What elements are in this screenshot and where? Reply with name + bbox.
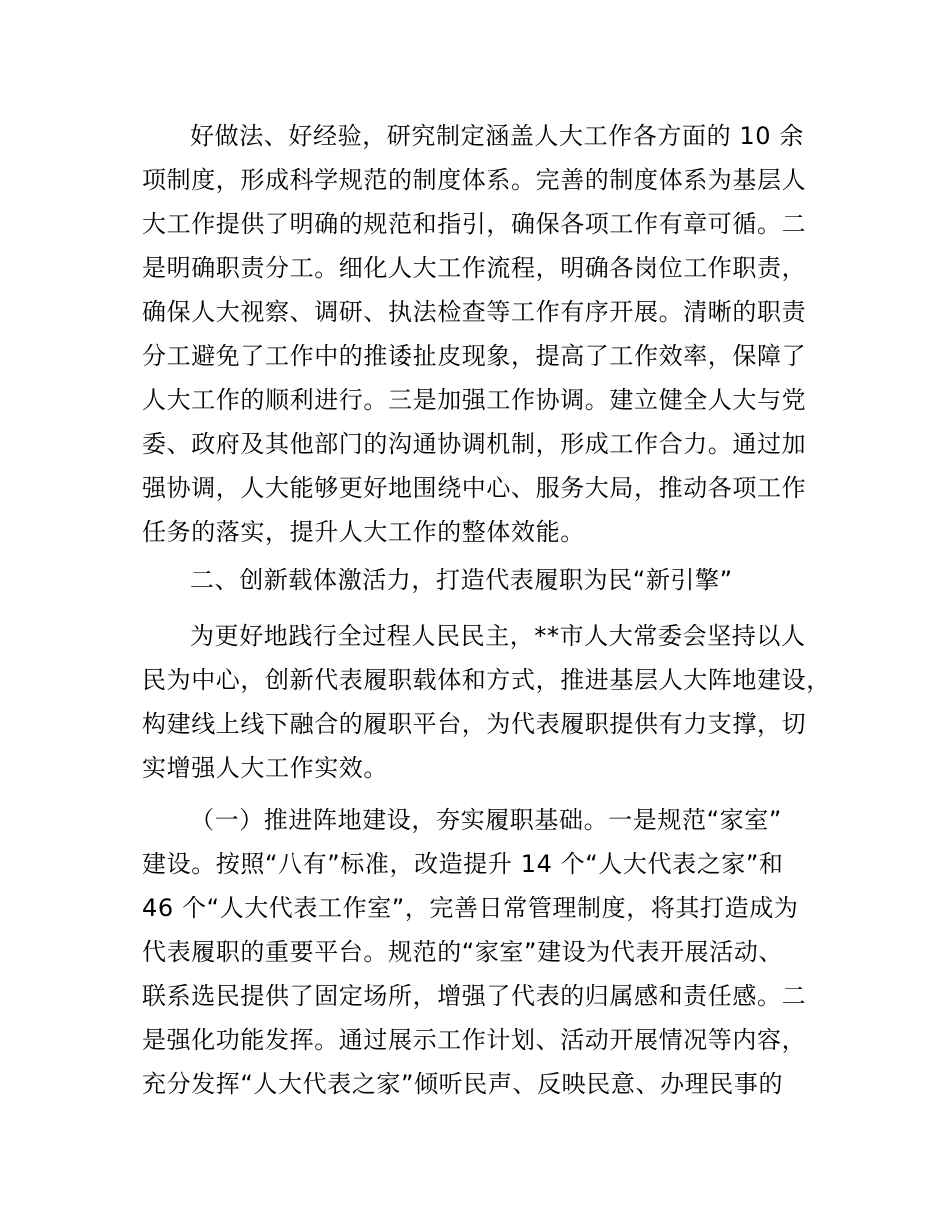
paragraph-line: 为更好地践行全过程人民民主，**市人大常委会坚持以人 bbox=[190, 622, 806, 650]
paragraph-line: 大工作提供了明确的规范和指引，确保各项工作有章可循。二 bbox=[142, 210, 807, 238]
paragraph-line: 充分发挥“人大代表之家”倾听民声、反映民意、办理民事的 bbox=[142, 1070, 784, 1098]
paragraph-line: 构建线上线下融合的履职平台，为代表履职提供有力支撑，切 bbox=[142, 710, 807, 738]
paragraph-line: 是明确职责分工。细化人大工作流程，明确各岗位工作职责， bbox=[142, 254, 807, 282]
paragraph-line: 是强化功能发挥。通过展示工作计划、活动开展情况等内容， bbox=[142, 1026, 807, 1054]
paragraph-line: 分工避免了工作中的推诿扯皮现象，提高了工作效率，保障了 bbox=[142, 342, 807, 370]
paragraph-line: 强协调，人大能够更好地围绕中心、服务大局，推动各项工作 bbox=[142, 474, 807, 502]
paragraph-line: 确保人大视察、调研、执法检查等工作有序开展。清晰的职责 bbox=[142, 298, 807, 326]
paragraph-line: 任务的落实，提升人大工作的整体效能。 bbox=[142, 518, 585, 546]
paragraph-line: 民为中心，创新代表履职载体和方式，推进基层人大阵地建设， bbox=[142, 666, 831, 694]
paragraph-line: 46 个“人大代表工作室”，完善日常管理制度，将其打造成为 bbox=[142, 894, 799, 922]
paragraph-line: 实增强人大工作实效。 bbox=[142, 754, 388, 782]
section-heading: 二、创新载体激活力，打造代表履职为民“新引擎” bbox=[190, 566, 733, 594]
paragraph-line: 委、政府及其他部门的沟通协调机制，形成工作合力。通过加 bbox=[142, 430, 807, 458]
paragraph-line: 建设。按照“八有”标准，改造提升 14 个“人大代表之家”和 bbox=[142, 850, 784, 878]
paragraph-line: 好做法、好经验，研究制定涵盖人大工作各方面的 10 余 bbox=[190, 122, 804, 150]
paragraph-line: 人大工作的顺利进行。三是加强工作协调。建立健全人大与党 bbox=[142, 386, 807, 414]
paragraph-line: 代表履职的重要平台。规范的“家室”建设为代表开展活动、 bbox=[142, 938, 784, 966]
subsection-line: （一）推进阵地建设，夯实履职基础。一是规范“家室” bbox=[190, 806, 782, 834]
paragraph-line: 项制度，形成科学规范的制度体系。完善的制度体系为基层人 bbox=[142, 166, 807, 194]
paragraph-line: 联系选民提供了固定场所，增强了代表的归属感和责任感。二 bbox=[142, 982, 807, 1010]
